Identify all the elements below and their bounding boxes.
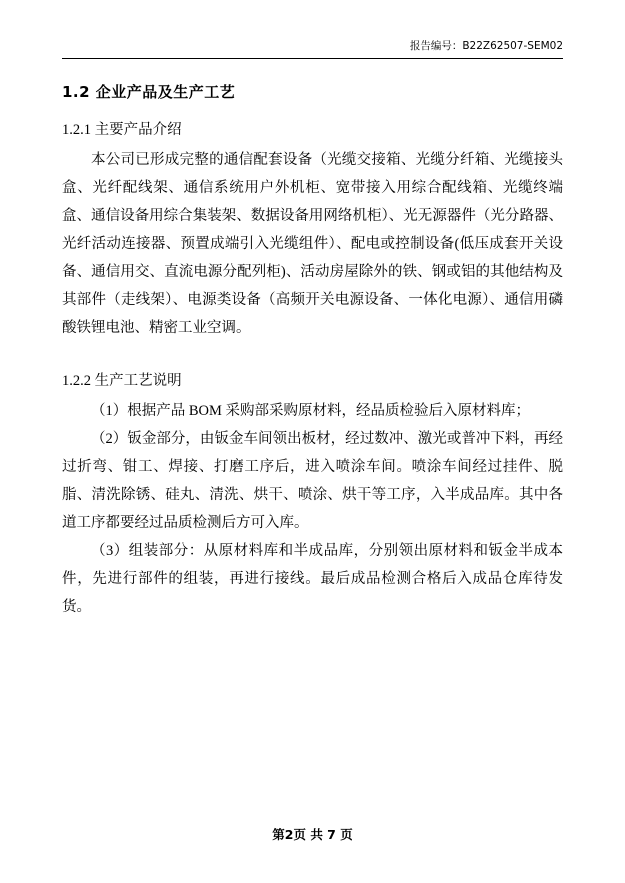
page-number: 第2页 共 7 页 [272, 827, 353, 842]
subsection-1-paragraph: 本公司已形成完整的通信配套设备（光缆交接箱、光缆分纤箱、光缆接头盒、光纤配线架、通信系统用户外机柜、宽带接入用综合配线箱、光缆终端盒、通信设备用综合集装架、数据设备用网络机柜）、光无源器件（光分路器、光纤活动连接器、预置成端引入光缆组件）、配电或控制设备(低压成套开关设备、通信用交、直流电源分配列柜)、活动房屋除外的铁、钢或铝的其他结构及其部件（走线架）、电源类设备（高频开关电源设备、一体化电源）、通信用磷酸铁锂电池、精密工业空调。 [62, 152, 563, 336]
page-title: 1.2 企业产品及生产工艺 [62, 83, 236, 101]
subsection-1-heading: 1.2.1 主要产品介绍 [62, 122, 182, 138]
page-content [62, 59, 563, 622]
section-spacer [62, 343, 563, 369]
page-header [62, 0, 563, 53]
report-number: 报告编号：B22Z62507-SEM02 [409, 40, 563, 52]
subsection-2-heading: 1.2.2 生产工艺说明 [62, 372, 182, 389]
process-step-1: （1）根据产品 BOM 采购部采购原材料，经品质检验后入原材料库； [91, 402, 531, 419]
process-step-2: （2）钣金部分，由钣金车间领出板材，经过数冲、激光或普冲下料，再经过折弯、钳工、焊接、打磨工序后，进入喷涂车间。喷涂车间经过挂件、脱脂、清洗除锈、硅丸、清洗、烘干、喷涂、烘干等工序，入半成品库。其中各道工序都要经过品质检测后方可入库。 [62, 430, 563, 531]
page-footer [0, 825, 625, 843]
process-step-3: （3）组装部分：从原材料库和半成品库，分别领出原材料和钣金半成本件，先进行部件的组装，再进行接线。最后成品检测合格后入成品仓库待发货。 [62, 542, 563, 615]
